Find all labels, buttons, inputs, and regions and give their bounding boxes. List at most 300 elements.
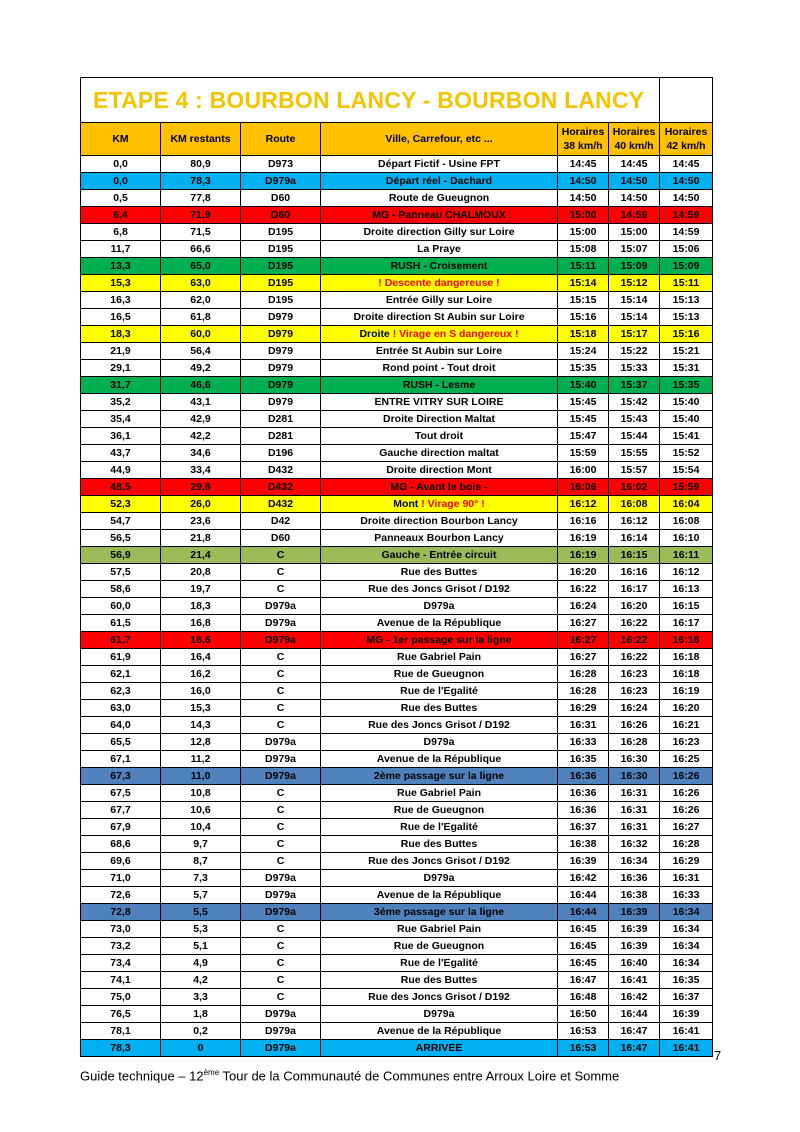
km-restants-cell: 34,6 bbox=[161, 445, 241, 462]
km-restants-cell: 4,2 bbox=[161, 972, 241, 989]
km-cell: 52,3 bbox=[81, 496, 161, 513]
horaire-40-cell: 16:42 bbox=[609, 989, 660, 1006]
route-cell: D979a bbox=[241, 615, 321, 632]
route-cell: D60 bbox=[241, 190, 321, 207]
horaire-42-cell: 16:26 bbox=[660, 802, 713, 819]
horaire-40-cell: 16:15 bbox=[609, 547, 660, 564]
table-row bbox=[81, 224, 713, 241]
km-cell: 67,7 bbox=[81, 802, 161, 819]
horaire-40-cell: 16:32 bbox=[609, 836, 660, 853]
km-cell: 18,3 bbox=[81, 326, 161, 343]
table-row bbox=[81, 938, 713, 955]
km-cell: 61,7 bbox=[81, 632, 161, 649]
km-cell: 67,1 bbox=[81, 751, 161, 768]
table-row bbox=[81, 394, 713, 411]
ville-cell: MG - Avant le bois - bbox=[321, 479, 558, 496]
table-row bbox=[81, 377, 713, 394]
footer bbox=[80, 1068, 619, 1083]
km-restants-cell: 12,8 bbox=[161, 734, 241, 751]
table-row bbox=[81, 445, 713, 462]
horaire-38-cell: 15:14 bbox=[558, 275, 609, 292]
ville-cell: D979a bbox=[321, 870, 558, 887]
km-restants-cell: 65,0 bbox=[161, 258, 241, 275]
horaire-40-cell: 16:47 bbox=[609, 1040, 660, 1057]
table-row bbox=[81, 343, 713, 360]
km-cell: 62,3 bbox=[81, 683, 161, 700]
horaire-38-cell: 16:33 bbox=[558, 734, 609, 751]
horaire-42-cell: 16:21 bbox=[660, 717, 713, 734]
header-h40-bottom: 40 km/h bbox=[614, 140, 654, 152]
km-restants-cell: 5,5 bbox=[161, 904, 241, 921]
horaire-42-cell: 14:59 bbox=[660, 207, 713, 224]
horaire-42-cell: 16:26 bbox=[660, 768, 713, 785]
km-cell: 56,9 bbox=[81, 547, 161, 564]
table-row bbox=[81, 921, 713, 938]
km-restants-cell: 15,3 bbox=[161, 700, 241, 717]
horaire-40-cell: 16:34 bbox=[609, 853, 660, 870]
table-row bbox=[81, 870, 713, 887]
horaire-40-cell: 15:42 bbox=[609, 394, 660, 411]
km-restants-cell: 60,0 bbox=[161, 326, 241, 343]
header-row bbox=[81, 123, 713, 156]
route-cell: D979a bbox=[241, 904, 321, 921]
horaire-40-cell: 15:22 bbox=[609, 343, 660, 360]
ville-cell: Droite direction St Aubin sur Loire bbox=[321, 309, 558, 326]
horaire-42-cell: 16:34 bbox=[660, 904, 713, 921]
horaire-42-cell: 16:41 bbox=[660, 1040, 713, 1057]
horaire-42-cell: 16:18 bbox=[660, 649, 713, 666]
horaire-38-cell: 16:27 bbox=[558, 632, 609, 649]
km-restants-cell: 56,4 bbox=[161, 343, 241, 360]
km-cell: 74,1 bbox=[81, 972, 161, 989]
km-restants-cell: 80,9 bbox=[161, 156, 241, 173]
route-cell: D979 bbox=[241, 394, 321, 411]
ville-cell: Rue de l'Egalité bbox=[321, 819, 558, 836]
horaire-40-cell: 15:43 bbox=[609, 411, 660, 428]
ville-cell: Rue des Buttes bbox=[321, 700, 558, 717]
horaire-38-cell: 16:48 bbox=[558, 989, 609, 1006]
km-restants-cell: 7,3 bbox=[161, 870, 241, 887]
route-cell: D979a bbox=[241, 598, 321, 615]
km-restants-cell: 46,6 bbox=[161, 377, 241, 394]
km-cell: 13,3 bbox=[81, 258, 161, 275]
horaire-38-cell: 15:45 bbox=[558, 411, 609, 428]
header-route: Route bbox=[241, 123, 321, 156]
km-restants-cell: 62,0 bbox=[161, 292, 241, 309]
ville-cell: Entrée St Aubin sur Loire bbox=[321, 343, 558, 360]
horaire-40-cell: 16:30 bbox=[609, 768, 660, 785]
horaire-38-cell: 16:22 bbox=[558, 581, 609, 598]
km-restants-cell: 3,3 bbox=[161, 989, 241, 1006]
ville-cell: Tout droit bbox=[321, 428, 558, 445]
route-cell: C bbox=[241, 836, 321, 853]
table-row bbox=[81, 496, 713, 513]
horaire-38-cell: 15:47 bbox=[558, 428, 609, 445]
route-cell: D979 bbox=[241, 309, 321, 326]
horaire-40-cell: 16:24 bbox=[609, 700, 660, 717]
km-cell: 65,5 bbox=[81, 734, 161, 751]
route-cell: C bbox=[241, 785, 321, 802]
horaire-42-cell: 14:45 bbox=[660, 156, 713, 173]
table-row bbox=[81, 1006, 713, 1023]
km-restants-cell: 21,4 bbox=[161, 547, 241, 564]
horaire-42-cell: 16:33 bbox=[660, 887, 713, 904]
route-cell: D432 bbox=[241, 496, 321, 513]
horaire-42-cell: 16:23 bbox=[660, 734, 713, 751]
horaire-40-cell: 15:17 bbox=[609, 326, 660, 343]
ville-cell bbox=[321, 496, 558, 513]
table-row bbox=[81, 581, 713, 598]
stage-title: ETAPE 4 : BOURBON LANCY - BOURBON LANCY bbox=[81, 78, 660, 123]
horaire-40-cell: 16:20 bbox=[609, 598, 660, 615]
horaire-38-cell: 14:45 bbox=[558, 156, 609, 173]
horaire-40-cell: 16:02 bbox=[609, 479, 660, 496]
horaire-42-cell: 16:13 bbox=[660, 581, 713, 598]
horaire-40-cell: 15:37 bbox=[609, 377, 660, 394]
horaire-42-cell: 16:10 bbox=[660, 530, 713, 547]
km-restants-cell: 33,4 bbox=[161, 462, 241, 479]
ville-cell: Départ réel - Dachard bbox=[321, 173, 558, 190]
km-cell: 58,6 bbox=[81, 581, 161, 598]
horaire-40-cell: 16:22 bbox=[609, 649, 660, 666]
route-cell: C bbox=[241, 666, 321, 683]
horaire-38-cell: 16:36 bbox=[558, 768, 609, 785]
horaire-42-cell: 16:27 bbox=[660, 819, 713, 836]
horaire-42-cell: 16:41 bbox=[660, 1023, 713, 1040]
km-cell: 54,7 bbox=[81, 513, 161, 530]
horaire-40-cell: 16:12 bbox=[609, 513, 660, 530]
horaire-42-cell: 16:08 bbox=[660, 513, 713, 530]
km-cell: 61,9 bbox=[81, 649, 161, 666]
route-cell: C bbox=[241, 972, 321, 989]
horaire-38-cell: 15:35 bbox=[558, 360, 609, 377]
horaire-40-cell: 16:28 bbox=[609, 734, 660, 751]
table-row bbox=[81, 734, 713, 751]
route-cell: D195 bbox=[241, 275, 321, 292]
header-km: KM bbox=[81, 123, 161, 156]
horaire-38-cell: 16:00 bbox=[558, 462, 609, 479]
ville-cell: MG - Panneau CHALMOUX bbox=[321, 207, 558, 224]
horaire-40-cell: 16:16 bbox=[609, 564, 660, 581]
route-cell: C bbox=[241, 938, 321, 955]
horaire-38-cell: 16:53 bbox=[558, 1023, 609, 1040]
horaire-38-cell: 16:24 bbox=[558, 598, 609, 615]
km-cell: 11,7 bbox=[81, 241, 161, 258]
horaire-42-cell: 15:11 bbox=[660, 275, 713, 292]
route-cell: C bbox=[241, 853, 321, 870]
km-cell: 0,0 bbox=[81, 156, 161, 173]
horaire-42-cell: 16:37 bbox=[660, 989, 713, 1006]
table-row bbox=[81, 190, 713, 207]
horaire-38-cell: 16:53 bbox=[558, 1040, 609, 1057]
table-row bbox=[81, 360, 713, 377]
header-h42-top: Horaires bbox=[664, 126, 708, 138]
km-restants-cell: 5,3 bbox=[161, 921, 241, 938]
table-row bbox=[81, 751, 713, 768]
km-cell: 16,3 bbox=[81, 292, 161, 309]
ville-cell: 2ème passage sur la ligne bbox=[321, 768, 558, 785]
horaire-40-cell: 16:17 bbox=[609, 581, 660, 598]
km-restants-cell: 8,7 bbox=[161, 853, 241, 870]
header-h38-top: Horaires bbox=[561, 126, 605, 138]
km-restants-cell: 0 bbox=[161, 1040, 241, 1057]
km-cell: 6,4 bbox=[81, 207, 161, 224]
horaire-42-cell: 16:34 bbox=[660, 955, 713, 972]
ville-cell: Rue des Joncs Grisot / D192 bbox=[321, 853, 558, 870]
table-row bbox=[81, 462, 713, 479]
horaire-38-cell: 15:24 bbox=[558, 343, 609, 360]
horaire-42-cell: 15:21 bbox=[660, 343, 713, 360]
horaire-38-cell: 15:18 bbox=[558, 326, 609, 343]
route-cell: D60 bbox=[241, 207, 321, 224]
table-row bbox=[81, 785, 713, 802]
route-cell: C bbox=[241, 819, 321, 836]
header-h42-bottom: 42 km/h bbox=[666, 140, 706, 152]
table-row bbox=[81, 802, 713, 819]
horaire-38-cell: 16:44 bbox=[558, 904, 609, 921]
ville-cell: Rue des Buttes bbox=[321, 972, 558, 989]
horaire-38-cell: 14:50 bbox=[558, 173, 609, 190]
route-cell: D195 bbox=[241, 292, 321, 309]
horaire-42-cell: 16:19 bbox=[660, 683, 713, 700]
horaire-40-cell: 16:08 bbox=[609, 496, 660, 513]
ville-cell: 3éme passage sur la ligne bbox=[321, 904, 558, 921]
horaire-40-cell: 15:14 bbox=[609, 309, 660, 326]
km-restants-cell: 16,0 bbox=[161, 683, 241, 700]
route-cell: D281 bbox=[241, 411, 321, 428]
horaire-42-cell: 16:15 bbox=[660, 598, 713, 615]
km-restants-cell: 63,0 bbox=[161, 275, 241, 292]
schedule-body bbox=[81, 156, 713, 1057]
footer-superscript: ème bbox=[203, 1068, 220, 1077]
ville-warning: ! Virage en S dangereux ! bbox=[392, 328, 519, 340]
route-cell: D979 bbox=[241, 326, 321, 343]
table-row bbox=[81, 683, 713, 700]
table-row bbox=[81, 241, 713, 258]
route-cell: C bbox=[241, 717, 321, 734]
route-cell: D979 bbox=[241, 343, 321, 360]
horaire-42-cell: 16:31 bbox=[660, 870, 713, 887]
horaire-38-cell: 16:27 bbox=[558, 649, 609, 666]
route-cell: D60 bbox=[241, 530, 321, 547]
ville-cell: ENTRE VITRY SUR LOIRE bbox=[321, 394, 558, 411]
route-cell: C bbox=[241, 955, 321, 972]
horaire-42-cell: 16:12 bbox=[660, 564, 713, 581]
ville-cell: Panneaux Bourbon Lancy bbox=[321, 530, 558, 547]
horaire-40-cell: 16:31 bbox=[609, 785, 660, 802]
ville-cell: D979a bbox=[321, 734, 558, 751]
header-horaires-40 bbox=[609, 123, 660, 156]
horaire-40-cell: 15:00 bbox=[609, 224, 660, 241]
km-cell: 73,0 bbox=[81, 921, 161, 938]
horaire-42-cell: 14:59 bbox=[660, 224, 713, 241]
ville-cell: Droite direction Bourbon Lancy bbox=[321, 513, 558, 530]
route-cell: D432 bbox=[241, 462, 321, 479]
ville-cell: Rue de Gueugnon bbox=[321, 802, 558, 819]
ville-cell: ARRIVEE bbox=[321, 1040, 558, 1057]
ville-cell: Avenue de la République bbox=[321, 615, 558, 632]
horaire-38-cell: 16:42 bbox=[558, 870, 609, 887]
table-row bbox=[81, 819, 713, 836]
ville-cell: D979a bbox=[321, 1006, 558, 1023]
horaire-38-cell: 16:06 bbox=[558, 479, 609, 496]
horaire-42-cell: 15:09 bbox=[660, 258, 713, 275]
km-restants-cell: 78,3 bbox=[161, 173, 241, 190]
route-cell: C bbox=[241, 683, 321, 700]
table-row bbox=[81, 292, 713, 309]
header-horaires-38 bbox=[558, 123, 609, 156]
schedule-table bbox=[80, 77, 713, 1057]
km-cell: 67,9 bbox=[81, 819, 161, 836]
km-restants-cell: 71,9 bbox=[161, 207, 241, 224]
ville-cell bbox=[321, 326, 558, 343]
table-row bbox=[81, 632, 713, 649]
ville-cell: Rue Gabriel Pain bbox=[321, 649, 558, 666]
route-cell: D196 bbox=[241, 445, 321, 462]
km-cell: 60,0 bbox=[81, 598, 161, 615]
horaire-42-cell: 16:18 bbox=[660, 632, 713, 649]
horaire-38-cell: 15:00 bbox=[558, 207, 609, 224]
horaire-38-cell: 15:00 bbox=[558, 224, 609, 241]
km-cell: 67,5 bbox=[81, 785, 161, 802]
km-cell: 43,7 bbox=[81, 445, 161, 462]
km-restants-cell: 71,5 bbox=[161, 224, 241, 241]
horaire-40-cell: 14:50 bbox=[609, 190, 660, 207]
horaire-42-cell: 16:26 bbox=[660, 785, 713, 802]
table-row bbox=[81, 513, 713, 530]
ville-cell: Rue Gabriel Pain bbox=[321, 785, 558, 802]
route-cell: C bbox=[241, 581, 321, 598]
header-h38-bottom: 38 km/h bbox=[563, 140, 603, 152]
horaire-40-cell: 16:38 bbox=[609, 887, 660, 904]
horaire-40-cell: 16:22 bbox=[609, 632, 660, 649]
footer-text-after: Tour de la Communauté de Communes entre Arroux Loire et Somme bbox=[219, 1068, 620, 1084]
horaire-40-cell: 16:30 bbox=[609, 751, 660, 768]
km-cell: 35,2 bbox=[81, 394, 161, 411]
ville-cell: Rue des Buttes bbox=[321, 836, 558, 853]
header-km-restants: KM restants bbox=[161, 123, 241, 156]
horaire-38-cell: 16:16 bbox=[558, 513, 609, 530]
km-cell: 63,0 bbox=[81, 700, 161, 717]
horaire-42-cell: 16:18 bbox=[660, 666, 713, 683]
km-cell: 36,1 bbox=[81, 428, 161, 445]
ville-cell: RUSH - Croisement bbox=[321, 258, 558, 275]
horaire-42-cell: 15:59 bbox=[660, 479, 713, 496]
horaire-38-cell: 15:16 bbox=[558, 309, 609, 326]
km-cell: 35,4 bbox=[81, 411, 161, 428]
horaire-38-cell: 16:36 bbox=[558, 785, 609, 802]
horaire-38-cell: 16:28 bbox=[558, 666, 609, 683]
horaire-38-cell: 16:12 bbox=[558, 496, 609, 513]
km-restants-cell: 21,8 bbox=[161, 530, 241, 547]
table-row bbox=[81, 258, 713, 275]
ville-cell: Droite direction Mont bbox=[321, 462, 558, 479]
km-restants-cell: 5,7 bbox=[161, 887, 241, 904]
ville-cell: Droite direction Gilly sur Loire bbox=[321, 224, 558, 241]
horaire-40-cell: 14:59 bbox=[609, 207, 660, 224]
km-cell: 57,5 bbox=[81, 564, 161, 581]
horaire-38-cell: 15:40 bbox=[558, 377, 609, 394]
header-h40-top: Horaires bbox=[612, 126, 656, 138]
km-restants-cell: 5,1 bbox=[161, 938, 241, 955]
ville-warning: ! Virage 90° ! bbox=[421, 498, 485, 510]
km-cell: 61,5 bbox=[81, 615, 161, 632]
horaire-38-cell: 15:59 bbox=[558, 445, 609, 462]
route-cell: C bbox=[241, 700, 321, 717]
horaire-40-cell: 15:44 bbox=[609, 428, 660, 445]
route-cell: D979 bbox=[241, 377, 321, 394]
horaire-40-cell: 15:12 bbox=[609, 275, 660, 292]
horaire-42-cell: 14:50 bbox=[660, 173, 713, 190]
ville-cell: Avenue de la République bbox=[321, 751, 558, 768]
km-restants-cell: 29,8 bbox=[161, 479, 241, 496]
horaire-38-cell: 16:20 bbox=[558, 564, 609, 581]
horaire-38-cell: 14:50 bbox=[558, 190, 609, 207]
table-row bbox=[81, 972, 713, 989]
horaire-42-cell: 16:20 bbox=[660, 700, 713, 717]
route-cell: D979a bbox=[241, 768, 321, 785]
ville-cell: Gauche direction maltat bbox=[321, 445, 558, 462]
horaire-40-cell: 15:57 bbox=[609, 462, 660, 479]
route-cell: C bbox=[241, 921, 321, 938]
km-cell: 0,5 bbox=[81, 190, 161, 207]
horaire-40-cell: 16:40 bbox=[609, 955, 660, 972]
horaire-42-cell: 16:35 bbox=[660, 972, 713, 989]
km-cell: 73,2 bbox=[81, 938, 161, 955]
table-row bbox=[81, 649, 713, 666]
route-cell: D979a bbox=[241, 887, 321, 904]
table-row bbox=[81, 547, 713, 564]
horaire-40-cell: 15:14 bbox=[609, 292, 660, 309]
horaire-40-cell: 16:26 bbox=[609, 717, 660, 734]
km-cell: 78,1 bbox=[81, 1023, 161, 1040]
table-row bbox=[81, 598, 713, 615]
horaire-42-cell: 15:41 bbox=[660, 428, 713, 445]
horaire-38-cell: 16:37 bbox=[558, 819, 609, 836]
km-restants-cell: 4,9 bbox=[161, 955, 241, 972]
km-cell: 67,3 bbox=[81, 768, 161, 785]
km-cell: 56,5 bbox=[81, 530, 161, 547]
table-row bbox=[81, 717, 713, 734]
horaire-40-cell: 16:23 bbox=[609, 683, 660, 700]
horaire-40-cell: 16:39 bbox=[609, 938, 660, 955]
km-cell: 21,9 bbox=[81, 343, 161, 360]
km-restants-cell: 26,0 bbox=[161, 496, 241, 513]
horaire-38-cell: 16:36 bbox=[558, 802, 609, 819]
horaire-42-cell: 16:11 bbox=[660, 547, 713, 564]
header-horaires-42 bbox=[660, 123, 713, 156]
table-row bbox=[81, 955, 713, 972]
route-cell: D432 bbox=[241, 479, 321, 496]
route-cell: C bbox=[241, 564, 321, 581]
km-cell: 6,8 bbox=[81, 224, 161, 241]
ville-cell: Rue des Joncs Grisot / D192 bbox=[321, 717, 558, 734]
horaire-40-cell: 16:39 bbox=[609, 904, 660, 921]
horaire-38-cell: 16:19 bbox=[558, 547, 609, 564]
horaire-38-cell: 15:11 bbox=[558, 258, 609, 275]
horaire-40-cell: 16:22 bbox=[609, 615, 660, 632]
horaire-40-cell: 16:36 bbox=[609, 870, 660, 887]
table-row bbox=[81, 428, 713, 445]
ville-cell: Entrée Gilly sur Loire bbox=[321, 292, 558, 309]
horaire-40-cell: 16:39 bbox=[609, 921, 660, 938]
horaire-42-cell: 16:34 bbox=[660, 921, 713, 938]
route-cell: D973 bbox=[241, 156, 321, 173]
horaire-42-cell: 15:35 bbox=[660, 377, 713, 394]
route-cell: D979 bbox=[241, 360, 321, 377]
ville-cell: Droite Direction Maltat bbox=[321, 411, 558, 428]
horaire-40-cell: 16:44 bbox=[609, 1006, 660, 1023]
